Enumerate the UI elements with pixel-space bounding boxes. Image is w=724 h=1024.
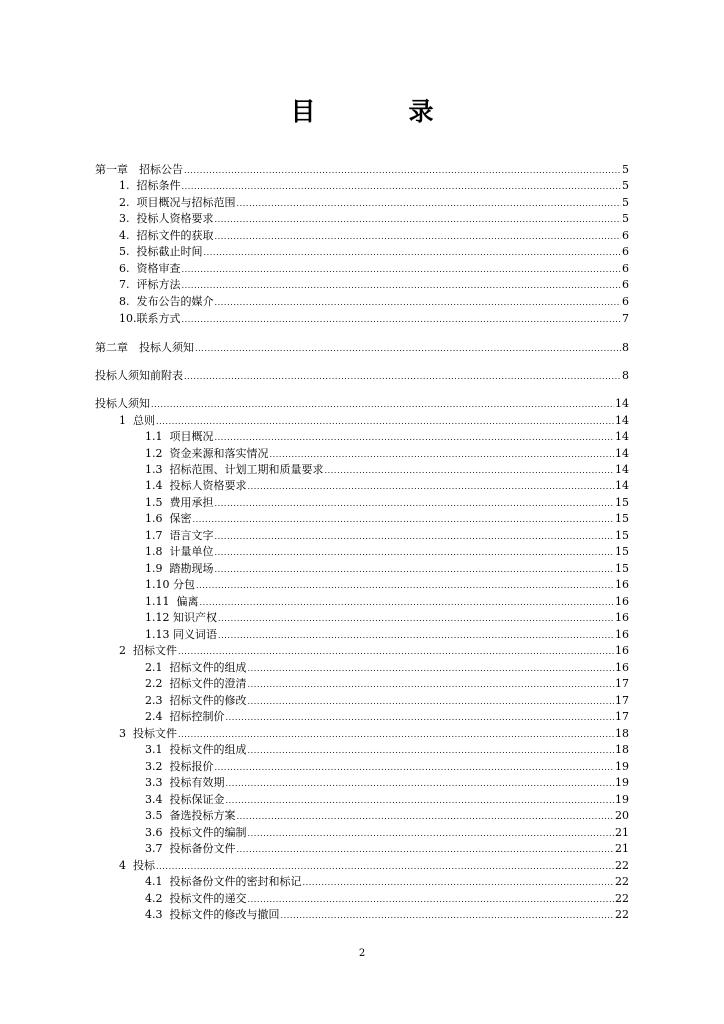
toc-entry[interactable]	[145, 429, 629, 444]
dot-leader	[178, 727, 614, 742]
toc-entry-label: 2.4 招标控制价	[145, 710, 225, 723]
toc-entry-label: 3.2 投标报价	[145, 760, 214, 773]
toc-entry-page: 14	[615, 447, 629, 460]
dot-leader	[182, 312, 622, 327]
toc-entry[interactable]	[119, 178, 629, 193]
toc-entry-label: 3.1 投标文件的组成	[145, 743, 247, 756]
dot-leader	[215, 295, 622, 310]
toc-entry-label: 3.7 投标备份文件	[145, 842, 236, 855]
dot-leader	[200, 595, 615, 610]
toc-entry-label: 1.4 投标人资格要求	[145, 479, 247, 492]
toc-entry[interactable]	[95, 396, 629, 411]
toc-entry-label: 1. 招标条件	[119, 179, 181, 192]
toc-entry-page: 15	[615, 512, 629, 525]
toc-entry[interactable]	[145, 742, 629, 757]
dot-leader	[281, 908, 615, 923]
toc-entry-page: 22	[615, 859, 629, 872]
dot-leader	[156, 859, 614, 874]
toc-entry[interactable]	[145, 693, 629, 708]
dot-leader	[215, 212, 622, 227]
toc-entry-page: 21	[615, 826, 629, 839]
toc-entry-page: 19	[615, 793, 629, 806]
toc-entry[interactable]	[145, 511, 629, 526]
dot-leader	[215, 545, 615, 560]
toc-entry[interactable]	[119, 195, 629, 210]
toc-entry[interactable]	[145, 544, 629, 559]
toc-entry[interactable]	[145, 495, 629, 510]
toc-entry-page: 6	[622, 295, 629, 308]
toc-entry[interactable]	[119, 277, 629, 292]
dot-leader	[193, 512, 615, 527]
toc-entry-label: 3.4 投标保证金	[145, 793, 225, 806]
toc-entry-label: 3.6 投标文件的编制	[145, 826, 247, 839]
toc-entry-label: 2.1 招标文件的组成	[145, 661, 247, 674]
toc-entry-label: 1.13 同义词语	[145, 628, 217, 641]
toc-title: 目 录	[290, 97, 468, 126]
toc-entry[interactable]	[145, 874, 629, 889]
toc-entry-page: 6	[622, 245, 629, 258]
toc-entry[interactable]	[95, 162, 629, 177]
toc-entry-label: 1 总则	[119, 414, 155, 427]
toc-entry[interactable]	[145, 792, 629, 807]
dot-leader	[156, 414, 614, 429]
toc-entry-page: 6	[622, 229, 629, 242]
toc-entry[interactable]	[119, 311, 629, 326]
toc-entry-page: 18	[615, 743, 629, 756]
toc-entry-label: 4.3 投标文件的修改与撤回	[145, 908, 280, 921]
toc-entry-label: 4.1 投标备份文件的密封和标记	[145, 875, 302, 888]
dot-leader	[204, 245, 622, 260]
toc-entry-page: 20	[615, 809, 629, 822]
dot-leader	[215, 529, 615, 544]
toc-entry-page: 16	[615, 628, 629, 641]
toc-entry-page: 8	[622, 341, 629, 354]
dot-leader	[215, 562, 615, 577]
dot-leader	[215, 496, 615, 511]
toc-entry-label: 1.5 费用承担	[145, 496, 214, 509]
dot-leader	[226, 793, 615, 808]
dot-leader	[151, 397, 614, 412]
dot-leader	[248, 743, 615, 758]
toc-entry[interactable]	[119, 244, 629, 259]
toc-entry[interactable]	[95, 368, 629, 383]
toc-entry[interactable]	[145, 610, 629, 625]
toc-entry-label: 投标人须知前附表	[95, 369, 183, 382]
dot-leader	[248, 661, 615, 676]
toc-entry-label: 2.2 招标文件的澄清	[145, 677, 247, 690]
toc-entry-page: 17	[615, 694, 629, 707]
toc-entry-page: 22	[615, 875, 629, 888]
toc-entry[interactable]	[119, 726, 629, 741]
toc-entry-page: 18	[615, 727, 629, 740]
toc-entry-page: 16	[615, 644, 629, 657]
toc-entry[interactable]	[145, 660, 629, 675]
toc-entry[interactable]	[145, 825, 629, 840]
toc-entry[interactable]	[145, 478, 629, 493]
dot-leader	[248, 677, 615, 692]
toc-entry-label: 2.3 招标文件的修改	[145, 694, 247, 707]
dot-leader	[303, 875, 615, 890]
dot-leader	[178, 644, 614, 659]
toc-entry[interactable]	[145, 676, 629, 691]
toc-entry-label: 3.3 投标有效期	[145, 776, 225, 789]
dot-leader	[237, 196, 622, 211]
dot-leader	[182, 179, 622, 194]
toc-entry-label: 第二章 投标人须知	[95, 341, 194, 354]
toc-entry-page: 8	[622, 369, 629, 382]
toc-entry[interactable]	[95, 340, 629, 355]
dot-leader	[215, 760, 615, 775]
toc-entry-label: 1.12 知识产权	[145, 611, 217, 624]
toc-entry-page: 16	[615, 611, 629, 624]
dot-leader	[325, 463, 615, 478]
toc-entry-page: 22	[615, 908, 629, 921]
dot-leader	[184, 163, 621, 178]
toc-entry[interactable]	[145, 462, 629, 477]
toc-entry-page: 16	[615, 595, 629, 608]
toc-entry-page: 15	[615, 529, 629, 542]
toc-entry[interactable]	[119, 228, 629, 243]
toc-entry-page: 19	[615, 760, 629, 773]
page-number: 2	[358, 948, 366, 959]
toc-entry-page: 15	[615, 562, 629, 575]
dot-leader	[237, 809, 615, 824]
dot-leader	[182, 278, 622, 293]
toc-entry-label: 4. 招标文件的获取	[119, 229, 214, 242]
toc-entry-page: 16	[615, 661, 629, 674]
toc-entry-page: 5	[622, 179, 629, 192]
dot-leader	[248, 479, 615, 494]
toc-entry[interactable]	[145, 446, 629, 461]
toc-entry-page: 5	[622, 212, 629, 225]
dot-leader	[218, 611, 614, 626]
toc-entry-label: 4 投标	[119, 859, 155, 872]
dot-leader	[184, 369, 621, 384]
toc-entry-page: 6	[622, 262, 629, 275]
dot-leader	[248, 826, 615, 841]
dot-leader	[195, 341, 621, 356]
toc-entry-label: 1.3 招标范围、计划工期和质量要求	[145, 463, 324, 476]
toc-entry-page: 14	[615, 414, 629, 427]
toc-entry[interactable]	[145, 907, 629, 922]
toc-entry-label: 3.5 备选投标方案	[145, 809, 236, 822]
toc-entry-label: 1.6 保密	[145, 512, 192, 525]
toc-entry-page: 21	[615, 842, 629, 855]
toc-entry-page: 5	[622, 163, 629, 176]
toc-entry-page: 17	[615, 710, 629, 723]
toc-entry-label: 3 投标文件	[119, 727, 177, 740]
dot-leader	[248, 694, 615, 709]
toc-entry-page: 14	[615, 463, 629, 476]
toc-entry-page: 6	[622, 278, 629, 291]
toc-entry[interactable]	[145, 594, 629, 609]
toc-entry[interactable]	[119, 261, 629, 276]
toc-entry[interactable]	[119, 294, 629, 309]
toc-entry-label: 1.7 语言文字	[145, 529, 214, 542]
toc-entry[interactable]	[145, 528, 629, 543]
dot-leader	[226, 776, 615, 791]
toc-entry-page: 7	[622, 312, 629, 325]
dot-leader	[196, 578, 614, 593]
dot-leader	[215, 430, 615, 445]
toc-entry-label: 第一章 招标公告	[95, 163, 183, 176]
dot-leader	[218, 628, 614, 643]
toc-entry-label: 2. 项目概况与招标范围	[119, 196, 236, 209]
toc-entry-page: 14	[615, 479, 629, 492]
toc-entry-page: 22	[615, 892, 629, 905]
toc-entry[interactable]	[119, 643, 629, 658]
toc-entry-page: 19	[615, 776, 629, 789]
dot-leader	[270, 447, 615, 462]
toc-entry[interactable]	[145, 775, 629, 790]
toc-entry-label: 1.8 计量单位	[145, 545, 214, 558]
toc-entry[interactable]	[145, 709, 629, 724]
dot-leader	[248, 892, 615, 907]
toc-entry[interactable]	[145, 759, 629, 774]
toc-entry[interactable]	[119, 211, 629, 226]
toc-entry-page: 14	[615, 430, 629, 443]
toc-entry[interactable]	[145, 891, 629, 906]
toc-entry-label: 2 招标文件	[119, 644, 177, 657]
toc-entry-label: 5. 投标截止时间	[119, 245, 203, 258]
toc-entry[interactable]	[145, 808, 629, 823]
toc-entry[interactable]	[119, 413, 629, 428]
toc-entry-page: 17	[615, 677, 629, 690]
toc-entry-label: 3. 投标人资格要求	[119, 212, 214, 225]
toc-entry[interactable]	[145, 561, 629, 576]
toc-entry-label: 1.2 资金来源和落实情况	[145, 447, 269, 460]
toc-entry-label: 8. 发布公告的媒介	[119, 295, 214, 308]
toc-entry-label: 1.11 偏离	[145, 595, 199, 608]
toc-entry[interactable]	[145, 841, 629, 856]
toc-entry-page: 15	[615, 496, 629, 509]
toc-entry-label: 投标人须知	[95, 397, 150, 410]
dot-leader	[226, 710, 615, 725]
toc-entry[interactable]	[119, 858, 629, 873]
toc-entry-label: 10.联系方式	[119, 312, 181, 325]
dot-leader	[215, 229, 622, 244]
toc-entry-page: 16	[615, 578, 629, 591]
toc-entry-label: 1.10 分包	[145, 578, 195, 591]
toc-entry[interactable]	[145, 627, 629, 642]
toc-entry-label: 7. 评标方法	[119, 278, 181, 291]
toc-entry-label: 1.1 项目概况	[145, 430, 214, 443]
toc-entry-label: 1.9 踏勘现场	[145, 562, 214, 575]
dot-leader	[237, 842, 615, 857]
toc-entry-page: 15	[615, 545, 629, 558]
toc-entry-label: 6. 资格审查	[119, 262, 181, 275]
toc-entry-label: 4.2 投标文件的递交	[145, 892, 247, 905]
toc-entry-page: 14	[615, 397, 629, 410]
toc-entry-page: 5	[622, 196, 629, 209]
toc-entry[interactable]	[145, 577, 629, 592]
dot-leader	[182, 262, 622, 277]
